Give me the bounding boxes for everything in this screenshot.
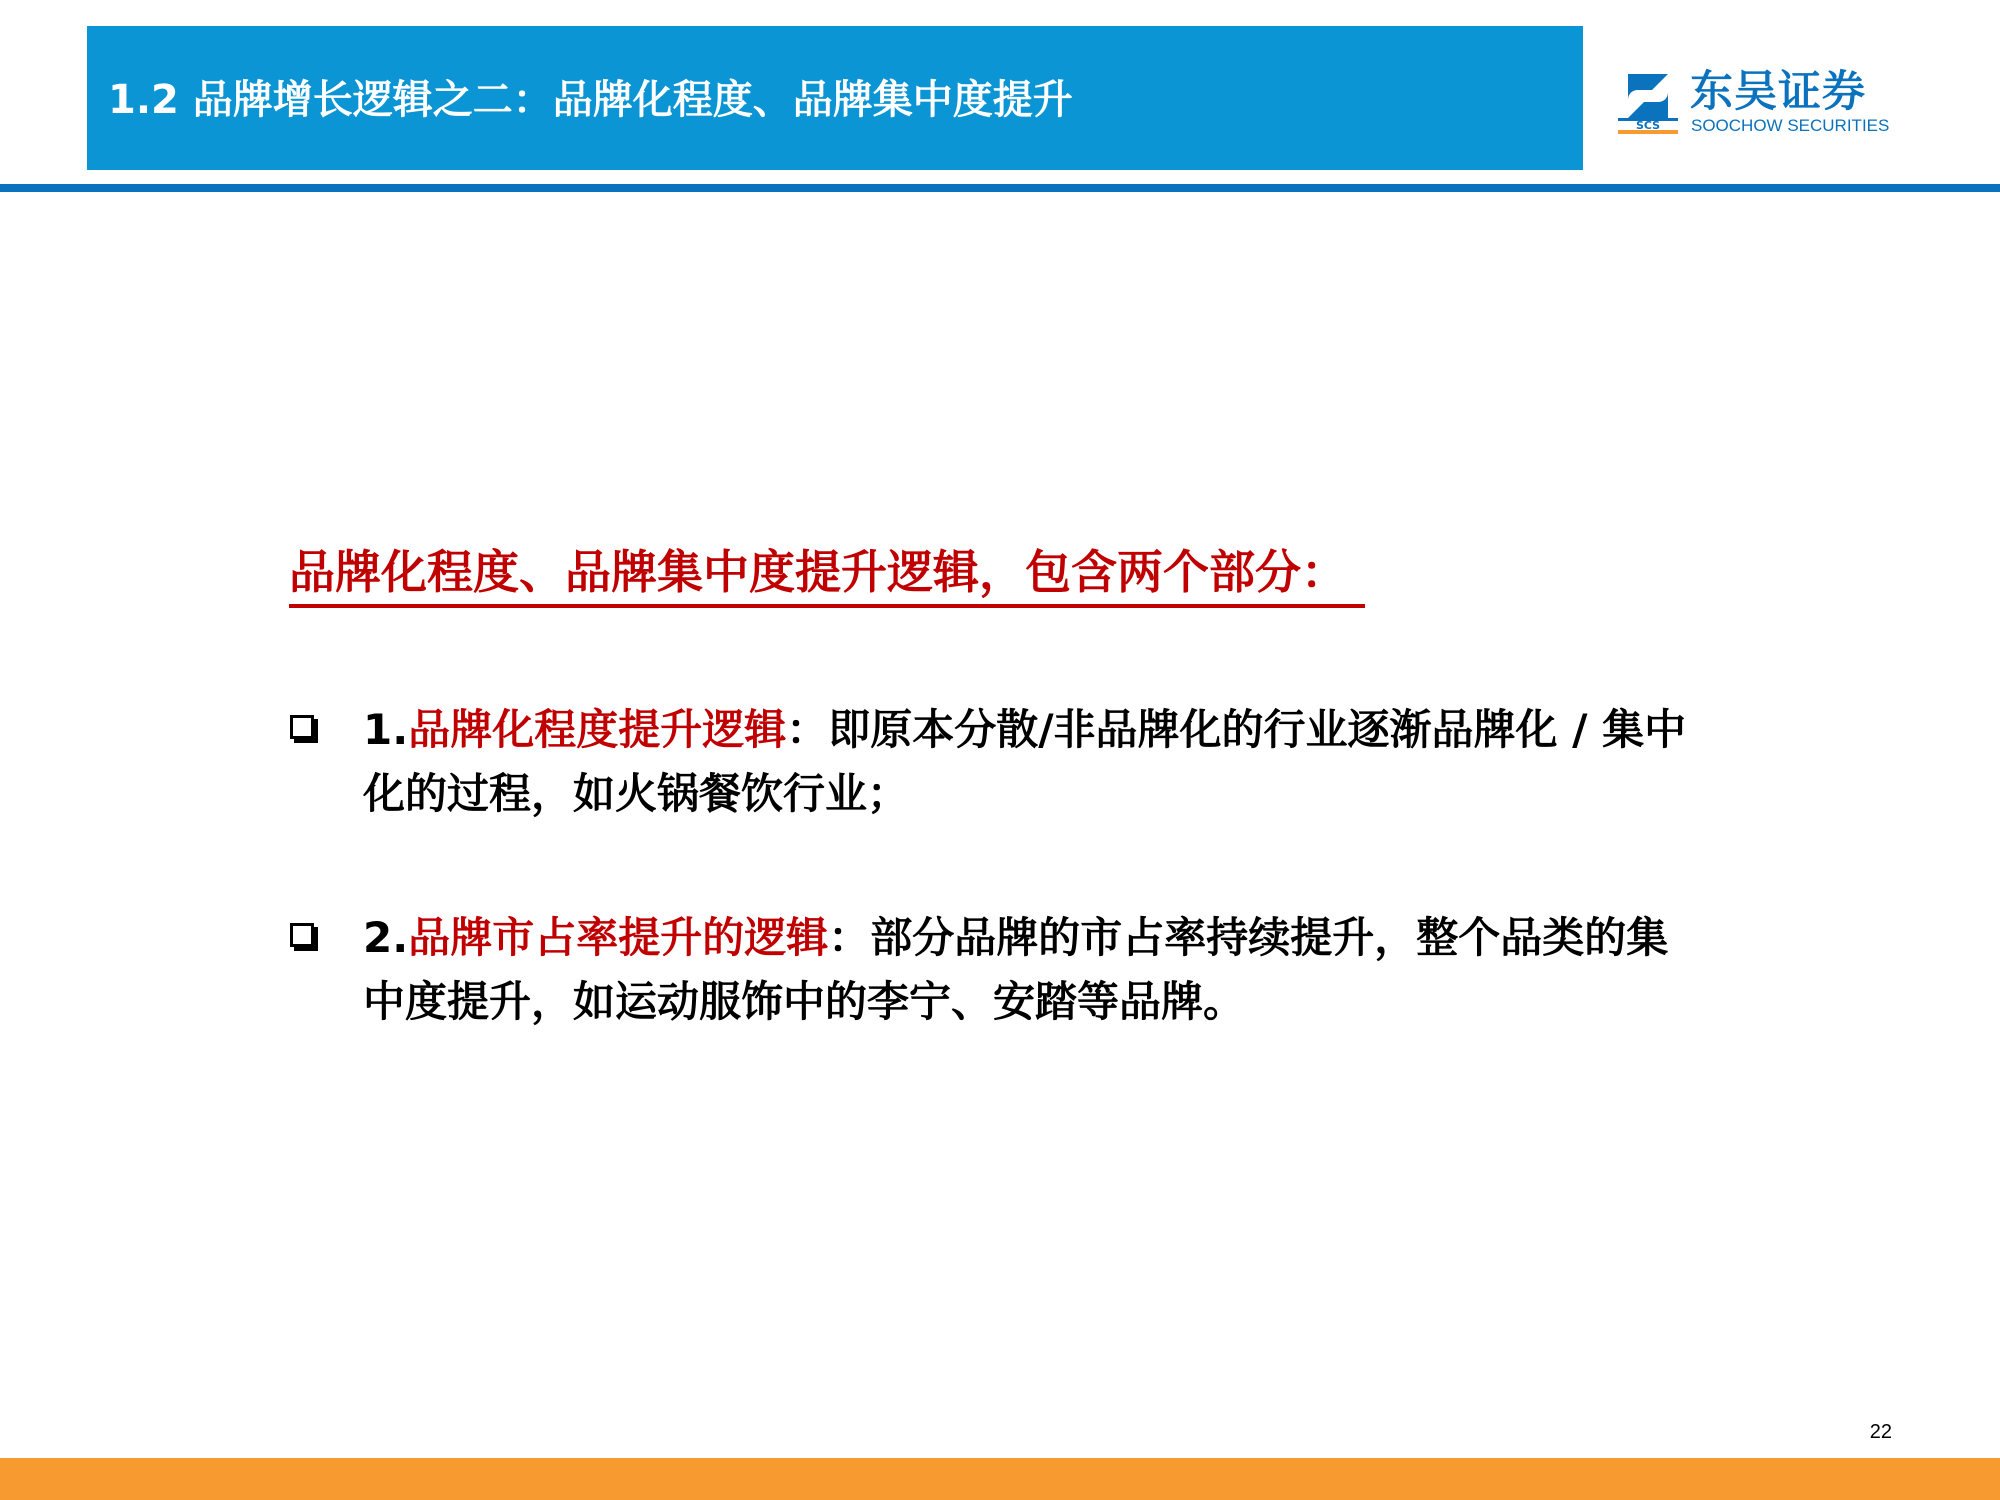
bullet-number: 2. xyxy=(363,913,409,962)
section-heading: 品牌化程度、品牌集中度提升逻辑，包含两个部分： xyxy=(289,540,1365,608)
logo-english-name: SOOCHOW SECURITIES xyxy=(1691,116,1890,135)
bullet-square-icon xyxy=(290,715,314,739)
bullet-highlight: 品牌化程度提升逻辑 xyxy=(408,705,787,754)
page-title: 1.2 品牌增长逻辑之二：品牌化程度、品牌集中度提升 xyxy=(108,77,1073,123)
page-number: 22 xyxy=(1869,1421,1892,1443)
logo-mark-letters: SCS xyxy=(1635,119,1661,132)
logo-chinese-name: 东吴证券 xyxy=(1690,67,1866,117)
bullet-text xyxy=(363,698,1703,826)
bullet-number: 1. xyxy=(363,705,409,754)
bullet-body: ：即原本分散/非品牌化的行业逐渐品牌化 / 集中化的过程，如火锅餐饮行业； xyxy=(363,705,1687,818)
bullet-text xyxy=(363,906,1703,1034)
footer-bar xyxy=(0,1458,2000,1500)
bullet-square-icon xyxy=(290,923,314,947)
bullet-highlight: 品牌市占率提升的逻辑 xyxy=(408,913,829,962)
bullet-body: ：部分品牌的市占率持续提升，整个品类的集中度提升，如运动服饰中的李宁、安踏等品牌。 xyxy=(363,913,1669,1026)
